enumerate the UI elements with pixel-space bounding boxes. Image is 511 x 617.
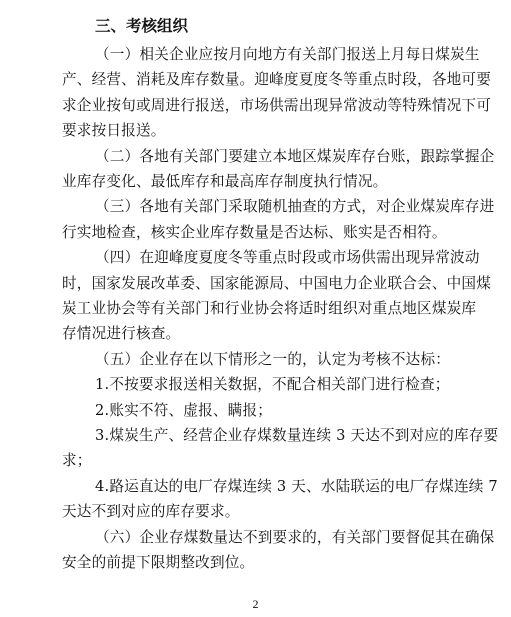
text-line: 天达不到对应的库存要求。 bbox=[62, 503, 240, 521]
text-line: 4.路运直达的电厂存煤连续 3 天、水陆联运的电厂存煤连续 7 bbox=[95, 477, 498, 495]
text-line: （六）企业存煤数量达不到要求的，有关部门要督促其在确保 bbox=[95, 528, 495, 546]
text-line: 2.账实不符、虚报、瞒报； bbox=[95, 401, 273, 419]
text-line: （五）企业存在以下情形之一的，认定为考核不达标： bbox=[95, 350, 451, 368]
text-line: 产、经营、消耗及库存数量。迎峰度夏度冬等重点时段，各地可要 bbox=[62, 71, 492, 89]
text-line: 1.不按要求报送相关数据，不配合相关部门进行检查； bbox=[95, 376, 450, 394]
section-heading: 三、考核组织 bbox=[95, 17, 189, 35]
text-line: 安全的前提下限期整改到位。 bbox=[62, 554, 255, 571]
page-number: 2 bbox=[252, 597, 259, 611]
text-line: 求； bbox=[62, 452, 92, 470]
text-line: 行实地检查，核实企业库存数量是否达标、账实是否相符。 bbox=[62, 223, 447, 241]
text-line: （二）各地有关部门要建立本地区煤炭库存台账，跟踪掌握企 bbox=[95, 147, 495, 165]
text-line: 时，国家发展改革委、国家能源局、中国电力企业联合会、中国煤 bbox=[62, 274, 492, 292]
text-line: （三）各地有关部门采取随机抽查的方式，对企业煤炭库存进 bbox=[95, 198, 495, 216]
text-line: 存情况进行核查。 bbox=[62, 325, 181, 343]
text-line: 求企业按旬或周进行报送，市场供需出现异常波动等特殊情况下可 bbox=[62, 96, 492, 114]
text-line: 要求按日报送。 bbox=[62, 122, 166, 140]
text-line: 业库存变化、最低库存和最高库存制度执行情况。 bbox=[62, 173, 388, 190]
text-line: 炭工业协会等有关部门和行业协会将适时组织对重点地区煤炭库 bbox=[62, 300, 477, 317]
text-line: （一）相关企业应按月向地方有关部门报送上月每日煤炭生 bbox=[95, 46, 480, 63]
text-line: 3.煤炭生产、经营企业存煤数量连续 3 天达不到对应的库存要 bbox=[95, 427, 499, 444]
text-line: （四）在迎峰度夏度冬等重点时段或市场供需出现异常波动 bbox=[95, 249, 480, 267]
